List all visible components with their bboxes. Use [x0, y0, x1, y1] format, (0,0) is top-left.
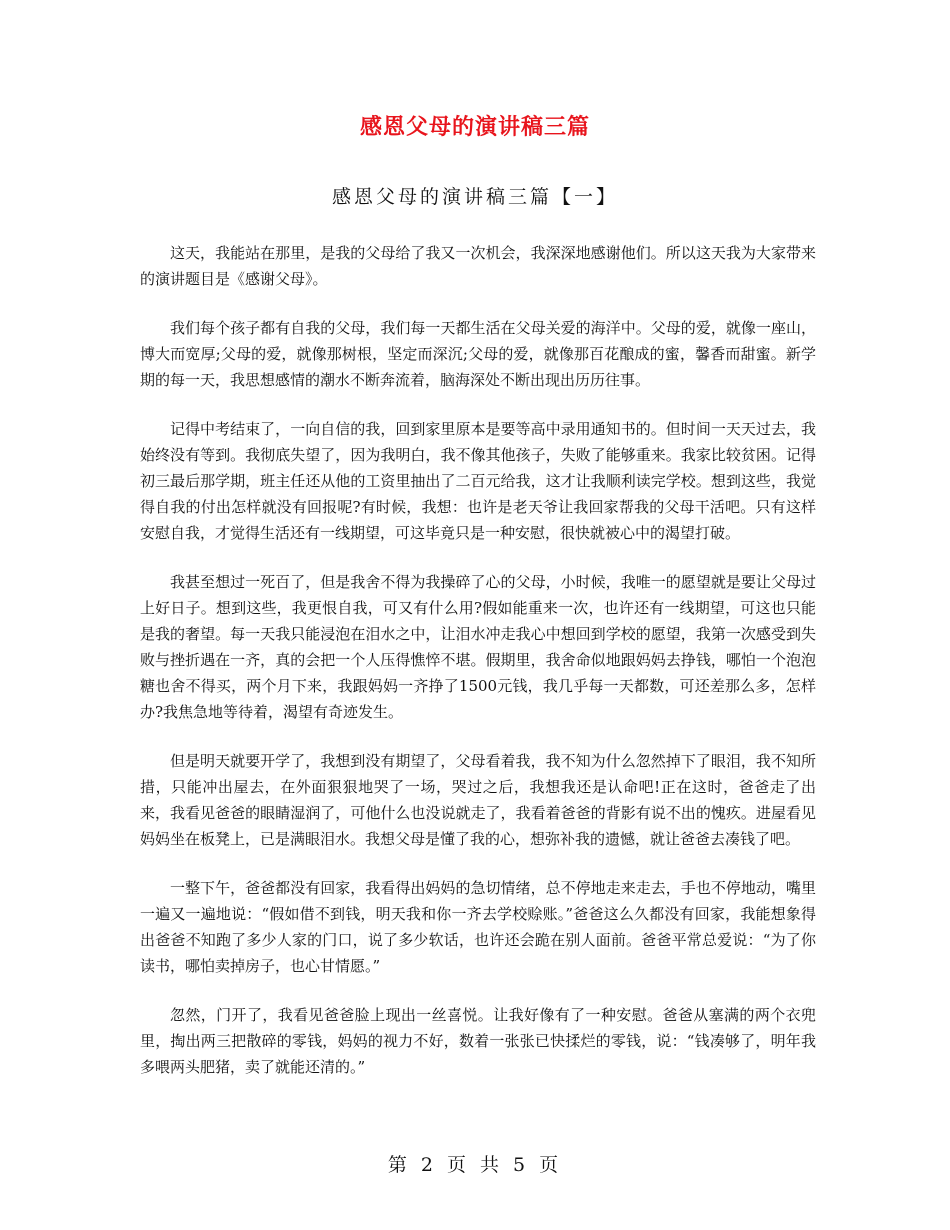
- paragraph: 但是明天就要开学了，我想到没有期望了，父母看着我，我不知为什么忽然掉下了眼泪，我不知所措，只能冲出屋去，在外面狠狠地哭了一场，哭过之后，我想我还是认命吧!正在这时，爸爸走了出来，我看见爸爸的眼睛湿润了，可他什么也没说就走了，我看着爸爸的背影有说不出的愧疚。进屋看见妈妈坐在板凳上，已是满眼泪水。我想父母是懂了我的心，想弥补我的遗憾，就让爸爸去凑钱了吧。: [140, 752, 816, 848]
- document-body: [140, 240, 816, 1103]
- paragraph: 一整下午，爸爸都没有回家，我看得出妈妈的急切情绪，总不停地走来走去，手也不停地动，嘴里一遍又一遍地说：“假如借不到钱，明天我和你一齐去学校赊账。”爸爸这么久都没有回家，我能想象得出爸爸不知跑了多少人家的门口，说了多少软话，也许还会跪在别人面前。爸爸平常总爱说：“为了你读书，哪怕卖掉房子，也心甘情愿。”: [140, 879, 816, 975]
- paragraph: 这天，我能站在那里，是我的父母给了我又一次机会，我深深地感谢他们。所以这天我为大家带来的演讲题目是《感谢父母》。: [140, 244, 816, 288]
- paragraph: 我甚至想过一死百了，但是我舍不得为我操碎了心的父母，小时候，我唯一的愿望就是要让父母过上好日子。想到这些，我更恨自我，可又有什么用?假如能重来一次，也许还有一线期望，可这也只能是我的奢望。每一天我只能浸泡在泪水之中，让泪水冲走我心中想回到学校的愿望，我第一次感受到失败与挫折遇在一齐，真的会把一个人压得憔悴不堪。假期里，我舍命似地跟妈妈去挣钱，哪怕一个泡泡糖也舍不得买，两个月下来，我跟妈妈一齐挣了1500元钱，我几乎每一天都数，可还差那么多，怎样办?我焦急地等待着，渴望有奇迹发生。: [140, 573, 816, 721]
- paragraph: 我们每个孩子都有自我的父母，我们每一天都生活在父母关爱的海洋中。父母的爱，就像一座山，博大而宽厚;父母的爱，就像那树根，坚定而深沉;父母的爱，就像那百花酿成的蜜，馨香而甜蜜。新学期的每一天，我思想感情的潮水不断奔流着，脑海深处不断出现出历历往事。: [140, 319, 816, 389]
- paragraph: 忽然，门开了，我看见爸爸脸上现出一丝喜悦。让我好像有了一种安慰。爸爸从塞满的两个衣兜里，掏出两三把散碎的零钱，妈妈的视力不好，数着一张张已快揉烂的零钱，说：“钱凑够了，明年我多喂两头肥猪，卖了就能还清的。”: [140, 1006, 816, 1076]
- document-title: 感恩父母的演讲稿三篇: [359, 115, 590, 140]
- paragraph: 记得中考结束了，一向自信的我，回到家里原本是要等高中录用通知书的。但时间一天天过去，我始终没有等到。我彻底失望了，因为我明白，我不像其他孩子，失败了能够重来。我家比较贫困。记得初三最后那学期，班主任还从他的工资里抽出了二百元给我，这才让我顺利读完学校。想到这些，我觉得自我的付出怎样就没有回报呢?有时候，我想：也许是老天爷让我回家帮我的父母干活吧。只有这样安慰自我，才觉得生活还有一线期望，可这毕竟只是一种安慰，很快就被心中的渴望打破。: [140, 420, 816, 542]
- section-title: 感恩父母的演讲稿三篇【一】: [331, 186, 618, 208]
- page-number-footer: 第 2 页 共 5 页: [387, 1154, 563, 1176]
